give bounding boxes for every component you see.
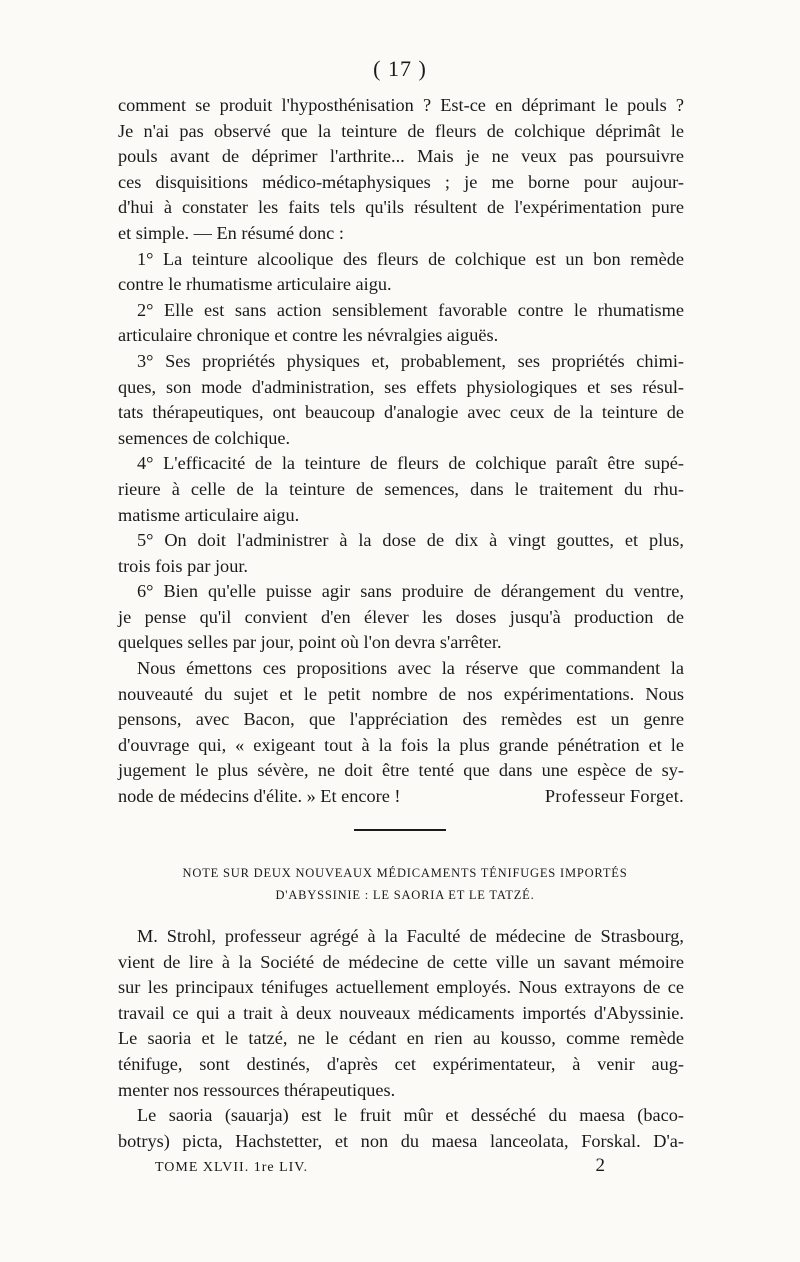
signature-mark: 2 <box>595 1155 605 1176</box>
text-line: Je n'ai pas observé que la teinture de fleurs de colchique déprimât le <box>118 120 684 141</box>
author-signature: Professeur Forget. <box>544 786 684 807</box>
text-line: comment se produit l'hyposthénisation ? Est-ce en déprimant le pouls ? <box>118 95 684 115</box>
page-footer <box>155 1155 605 1177</box>
text-line: pensons, avec Bacon, que l'appréciation des remèdes est un genre <box>118 709 684 730</box>
conclusion-1: 1° La teinture alcoolique des fleurs de colchique est un bon remède <box>137 248 684 269</box>
conclusion-6: 6° Bien qu'elle puisse agir sans produire de dérangement du ventre, <box>137 581 684 602</box>
page-number: ( 17 ) <box>373 56 427 81</box>
text-line: d'ouvrage qui, « exigeant tout à la fois la plus grande pénétration et le <box>118 734 684 755</box>
text-line: trois fois par jour. <box>118 555 248 576</box>
text-line: articulaire chronique et contre les névralgies aiguës. <box>118 325 499 346</box>
conclusion-5: 5° On doit l'administrer à la dose de dix à vingt gouttes, et plus, <box>137 530 684 551</box>
text-line: Le saoria (sauarja) est le fruit mûr et desséché du maesa (baco- <box>137 1105 684 1126</box>
text-line: je pense qu'il convient d'en élever les doses jusqu'à production de <box>118 606 684 627</box>
note-title-line: NOTE SUR DEUX NOUVEAUX MÉDICAMENTS TÉNIFUGES IMPORTÉS <box>182 866 628 880</box>
text-line: contre le rhumatisme articulaire aigu. <box>118 274 392 295</box>
closing-paragraph: Nous émettons ces propositions avec la réserve que commandent la <box>137 658 684 679</box>
volume-reference: TOME XLVII. 1re LIV. <box>155 1160 309 1175</box>
closing-last-line <box>118 784 684 810</box>
text-line: ques, son mode d'administration, ses effets physiologiques et ses résul- <box>118 376 684 397</box>
text-line: sur les principaux ténifuges actuellement employés. Nous extrayons de ce <box>118 977 684 998</box>
note-body <box>118 924 684 1154</box>
text-line: botrys) picta, Hachstetter, et non du maesa lanceolata, Forskal. D'a- <box>118 1130 684 1151</box>
text-line: quelques selles par jour, point où l'on devra s'arrêter. <box>118 632 502 653</box>
text-line: rieure à celle de la teinture de semences, dans le traitement du rhu- <box>118 478 684 499</box>
text-line: jugement le plus sévère, ne doit être tenté que dans une espèce de sy- <box>118 760 684 781</box>
text-line: node de médecins d'élite. » Et encore ! <box>118 786 401 807</box>
conclusion-3: 3° Ses propriétés physiques et, probablement, ses propriétés chimi- <box>137 350 684 371</box>
note-title-line: D'ABYSSINIE : LE SAORIA ET LE TATZÉ. <box>275 888 535 902</box>
note-title <box>160 862 650 906</box>
text-line: M. Strohl, professeur agrégé à la Faculté de médecine de Strasbourg, <box>137 926 684 946</box>
text-line: Le saoria et le tatzé, ne le cédant en rien au kousso, comme remède <box>118 1028 684 1049</box>
text-line: matisme articulaire aigu. <box>118 504 300 525</box>
conclusion-4: 4° L'efficacité de la teinture de fleurs de colchique paraît être supé- <box>137 453 684 474</box>
text-line: ténifuge, sont destinés, d'après cet expérimentateur, à venir aug- <box>118 1053 684 1074</box>
text-line: et simple. — En résumé donc : <box>118 222 344 243</box>
text-line: semences de colchique. <box>118 427 291 448</box>
text-line: tats thérapeutiques, ont beaucoup d'analogie avec ceux de la teinture de <box>118 402 684 423</box>
text-line: d'hui à constater les faits tels qu'ils résultent de l'expérimentation pure <box>118 197 684 218</box>
text-line: ces disquisitions médico-métaphysiques ; je me borne pour aujour- <box>118 171 684 192</box>
text-line: travail ce qui a trait à deux nouveaux médicaments importés d'Abyssinie. <box>118 1002 684 1023</box>
article-body <box>118 93 684 810</box>
text-line: menter nos ressources thérapeutiques. <box>118 1079 396 1100</box>
conclusion-2: 2° Elle est sans action sensiblement favorable contre le rhumatisme <box>137 299 684 320</box>
section-divider <box>354 829 446 831</box>
text-line: pouls avant de déprimer l'arthrite... Mais je ne veux pas poursuivre <box>118 146 684 167</box>
text-line: nouveauté du sujet et le petit nombre de nos expérimentations. Nous <box>118 683 684 704</box>
text-line: vient de lire à la Société de médecine de cette ville un savant mémoire <box>118 951 684 972</box>
